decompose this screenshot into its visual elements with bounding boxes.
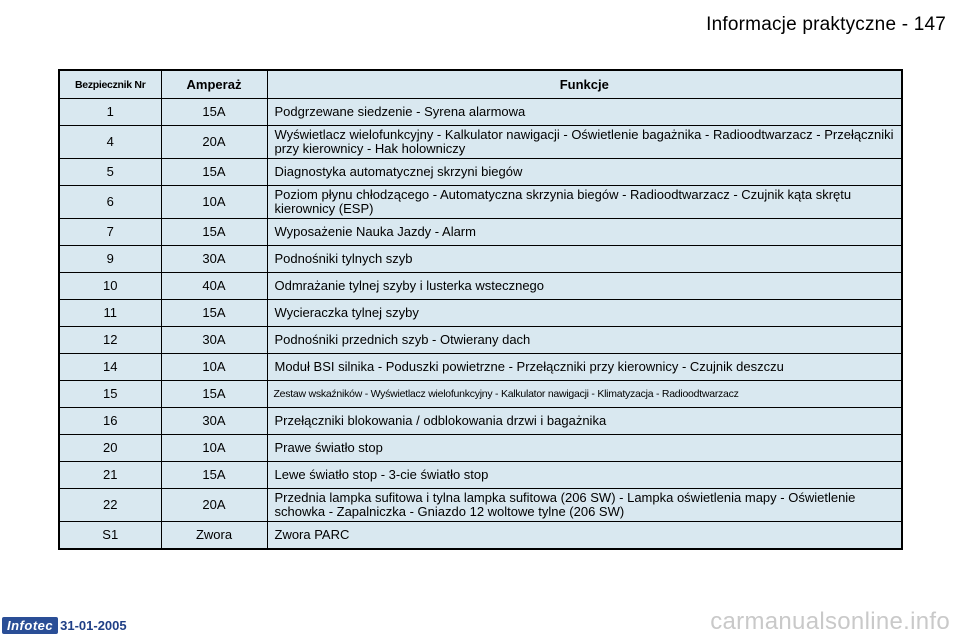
functions-cell: Wyposażenie Nauka Jazdy - Alarm xyxy=(267,219,902,246)
table-row xyxy=(59,408,902,435)
table-row xyxy=(59,99,902,126)
functions-cell: Przełączniki blokowania / odblokowania drzwi i bagażnika xyxy=(267,408,902,435)
amperage-cell: 15A xyxy=(161,462,267,489)
amperage-cell: 20A xyxy=(161,489,267,522)
table-row xyxy=(59,126,902,159)
table-row xyxy=(59,273,902,300)
table-row xyxy=(59,435,902,462)
amperage-cell: 15A xyxy=(161,381,267,408)
functions-cell: Diagnostyka automatycznej skrzyni biegów xyxy=(267,159,902,186)
fuse-number-cell: 16 xyxy=(59,408,161,435)
table-row xyxy=(59,219,902,246)
table-row xyxy=(59,186,902,219)
infotec-logo: Infotec xyxy=(2,617,58,634)
functions-cell: Wycieraczka tylnej szyby xyxy=(267,300,902,327)
fuse-table xyxy=(58,69,903,550)
amperage-cell: 10A xyxy=(161,186,267,219)
table-row xyxy=(59,327,902,354)
functions-cell: Podnośniki tylnych szyb xyxy=(267,246,902,273)
functions-cell: Podgrzewane siedzenie - Syrena alarmowa xyxy=(267,99,902,126)
fuse-number-cell: 6 xyxy=(59,186,161,219)
functions-cell: Zwora PARC xyxy=(267,522,902,550)
amperage-cell: Zwora xyxy=(161,522,267,550)
functions-cell: Odmrażanie tylnej szyby i lusterka wstecznego xyxy=(267,273,902,300)
amperage-cell: 15A xyxy=(161,99,267,126)
functions-cell: Zestaw wskaźników - Wyświetlacz wielofunkcyjny - Kalkulator nawigacji - Klimatyzacja - Radioodtwarzacz xyxy=(267,381,902,408)
fuse-number-cell: 4 xyxy=(59,126,161,159)
table-row xyxy=(59,159,902,186)
fuse-number-cell: S1 xyxy=(59,522,161,550)
fuse-number-cell: 5 xyxy=(59,159,161,186)
fuse-number-cell: 14 xyxy=(59,354,161,381)
fuse-number-cell: 11 xyxy=(59,300,161,327)
fuse-number-cell: 15 xyxy=(59,381,161,408)
table-header-row xyxy=(59,70,902,99)
amperage-cell: 40A xyxy=(161,273,267,300)
functions-cell: Podnośniki przednich szyb - Otwierany dach xyxy=(267,327,902,354)
footer xyxy=(2,617,127,634)
amperage-cell: 15A xyxy=(161,219,267,246)
amperage-cell: 30A xyxy=(161,408,267,435)
functions-cell: Lewe światło stop - 3-cie światło stop xyxy=(267,462,902,489)
fuse-number-cell: 7 xyxy=(59,219,161,246)
column-header-amperage: Amperaż xyxy=(161,70,267,99)
watermark: carmanualsonline.info xyxy=(710,608,950,635)
functions-cell: Przednia lampka sufitowa i tylna lampka sufitowa (206 SW) - Lampka oświetlenia mapy - Oświetlenie schowka - Zapalniczka - Gniazdo 12 woltowe tylne (206 SW) xyxy=(267,489,902,522)
column-header-functions: Funkcje xyxy=(267,70,902,99)
fuse-number-cell: 22 xyxy=(59,489,161,522)
table-row xyxy=(59,246,902,273)
footer-date: 31-01-2005 xyxy=(60,618,127,633)
table-row xyxy=(59,462,902,489)
fuse-number-cell: 10 xyxy=(59,273,161,300)
page-title: Informacje praktyczne - 147 xyxy=(706,14,946,35)
fuse-number-cell: 12 xyxy=(59,327,161,354)
table-row xyxy=(59,381,902,408)
amperage-cell: 10A xyxy=(161,435,267,462)
functions-cell: Wyświetlacz wielofunkcyjny - Kalkulator nawigacji - Oświetlenie bagażnika - Radioodtwarzacz - Przełączniki przy kierownicy - Hak holowniczy xyxy=(267,126,902,159)
amperage-cell: 10A xyxy=(161,354,267,381)
fuse-number-cell: 1 xyxy=(59,99,161,126)
table-row xyxy=(59,354,902,381)
fuse-number-cell: 20 xyxy=(59,435,161,462)
functions-cell: Moduł BSI silnika - Poduszki powietrzne - Przełączniki przy kierownicy - Czujnik deszczu xyxy=(267,354,902,381)
amperage-cell: 30A xyxy=(161,246,267,273)
fuse-number-cell: 9 xyxy=(59,246,161,273)
amperage-cell: 20A xyxy=(161,126,267,159)
amperage-cell: 30A xyxy=(161,327,267,354)
functions-cell: Prawe światło stop xyxy=(267,435,902,462)
column-header-fuse-number: Bezpiecznik Nr xyxy=(59,70,161,99)
functions-cell: Poziom płynu chłodzącego - Automatyczna skrzynia biegów - Radioodtwarzacz - Czujnik kąta skrętu kierownicy (ESP) xyxy=(267,186,902,219)
table-row xyxy=(59,489,902,522)
fuse-number-cell: 21 xyxy=(59,462,161,489)
amperage-cell: 15A xyxy=(161,159,267,186)
table-row xyxy=(59,522,902,550)
table-row xyxy=(59,300,902,327)
amperage-cell: 15A xyxy=(161,300,267,327)
